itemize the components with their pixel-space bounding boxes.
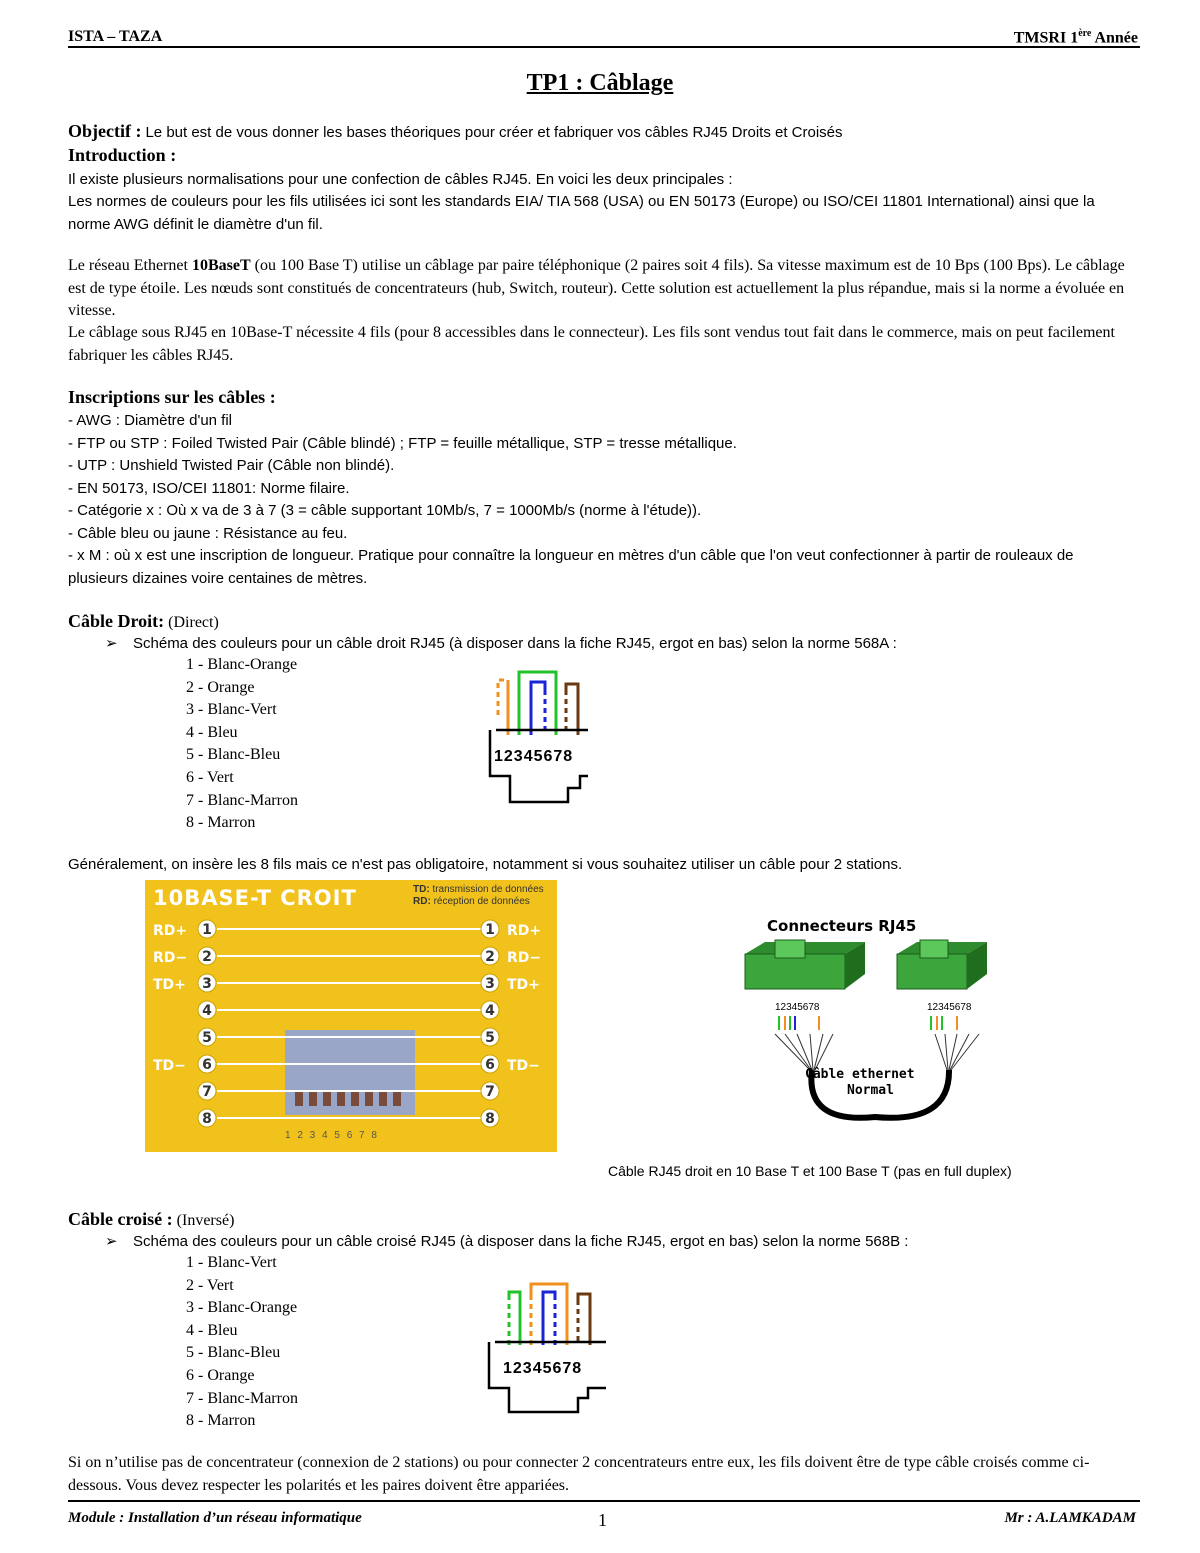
wire-brown <box>578 1294 590 1345</box>
photo-pin-number: 7 <box>485 1084 495 1100</box>
photo-pin-number: 2 <box>202 949 212 965</box>
intro-paragraph-3: Le réseau Ethernet 10BaseT (ou 100 Base T) utilise un câblage par paire téléphonique (2 paires soit 4 fils). Sa vitesse maximum est de 10 Bps (100 Bps). Le câblage est de type étoile. Les nœuds sont constitués de concentrateurs (hub, Switch, routeur). Cette solution est actuellement la plus répandue, mais si la norme a évoluée en vitesse. <box>68 257 1125 319</box>
footer-author: Mr : A.LAMKADAM <box>1004 1510 1136 1526</box>
list-item: 4 - Bleu <box>186 1321 238 1339</box>
photo-pin-number: 7 <box>202 1084 212 1100</box>
intro-paragraph-4: Le câblage sous RJ45 en 10Base-T nécessite 4 fils (pour 8 accessibles dans le connecteur). Les fils sont vendus tout fait dans le commerce, mais on peut facilement fabriquer les câbles RJ45. <box>68 324 1115 364</box>
connectors-figure <box>735 912 995 1127</box>
droit-note: Généralement, on insère les 8 fils mais ce n'est pas obligatoire, notamment si vous souhaitez utiliser un câble pour 2 stations. <box>68 856 903 873</box>
droit-heading: Câble Droit: (Direct) <box>68 611 219 631</box>
photo-left-label: RD− <box>153 950 188 966</box>
arrow-bullet-icon: ➢ <box>105 635 118 652</box>
introduction-heading: Introduction : <box>68 145 177 165</box>
list-item: - UTP : Unshield Twisted Pair (Câble non blindé). <box>68 457 395 474</box>
photo-connector-pin <box>295 1090 303 1106</box>
list-item: 5 - Blanc-Bleu <box>186 746 281 764</box>
arrow-bullet-icon: ➢ <box>105 1233 118 1250</box>
photo-pin-number: 5 <box>485 1030 495 1046</box>
objectif <box>68 121 1148 142</box>
photo-pin-number: 5 <box>202 1030 212 1046</box>
list-item: - AWG : Diamètre d'un fil <box>68 412 233 429</box>
photo-right-label: TD+ <box>507 977 540 993</box>
page-number: 1 <box>598 1510 607 1530</box>
header-class: TMSRI 1ère Année <box>1013 28 1138 47</box>
list-item: 1 - Blanc-Orange <box>186 656 298 673</box>
pin-numbers: 12345678 <box>503 1360 583 1377</box>
list-item: - EN 50173, ISO/CEI 11801: Norme filaire. <box>68 479 350 497</box>
cable-label-2: Normal <box>847 1083 894 1098</box>
connectors-title: Connecteurs RJ45 <box>767 917 917 935</box>
photo-left-label: RD+ <box>153 923 188 939</box>
wire-blue <box>531 682 545 735</box>
photo-pin-number: 6 <box>485 1057 495 1073</box>
photo-pin-number: 4 <box>485 1003 495 1019</box>
photo-pin-number: 2 <box>485 949 495 965</box>
list-item: - Catégorie x : Où x va de 3 à 7 (3 = câble supportant 10Mb/s, 7 = 1000Mb/s (norme à l'étude)). <box>68 502 702 519</box>
figure-caption: Câble RJ45 droit en 10 Base T et 100 Base T (pas en full duplex) <box>608 1163 1012 1179</box>
pin-numbers: 12345678 <box>494 748 574 765</box>
photo-pin-number: 8 <box>202 1111 212 1127</box>
photo-bottom-pins: 1 2 3 4 5 6 7 8 <box>285 1130 379 1141</box>
list-item: 4 - Bleu <box>186 723 238 741</box>
footer-module: Module : Installation d’un réseau informatique <box>68 1510 362 1526</box>
rj45-connector-right <box>897 940 987 989</box>
droit-schema: ➢ Schéma des couleurs pour un câble droit RJ45 (à disposer dans la fiche RJ45, ergot en bas) selon la norme 568A : <box>105 635 897 652</box>
photo-connector-pin <box>323 1090 331 1106</box>
list-item: 7 - Blanc-Marron <box>186 1389 298 1407</box>
rj45-568b-diagram <box>480 1276 620 1421</box>
page-title: TP1 : Câblage <box>526 70 674 96</box>
list-item: 6 - Orange <box>186 1366 255 1384</box>
header-school: ISTA – TAZA <box>68 28 163 45</box>
page-header <box>68 28 1140 48</box>
photo-left-label: TD+ <box>153 977 186 993</box>
photo-connector-pin <box>379 1090 387 1106</box>
list-item: 5 - Blanc-Bleu <box>186 1344 281 1362</box>
photo-right-label: RD+ <box>507 923 542 939</box>
rj45-connector-left <box>745 940 865 989</box>
photo-connector-pin <box>337 1090 345 1106</box>
wire-blue <box>543 1292 555 1345</box>
objectif-label: Objectif : <box>68 121 142 141</box>
photo-left-label: TD− <box>153 1058 186 1074</box>
photo-legend: TD: transmission de données RD: réception de données <box>413 884 544 907</box>
cable-label-1: Câble ethernet <box>805 1067 915 1082</box>
wire-green <box>509 1292 520 1345</box>
croise-heading: Câble croisé : (Inversé) <box>68 1209 235 1229</box>
rj45-plug-outline <box>489 1342 606 1412</box>
photo-pin-number: 3 <box>202 976 212 992</box>
photo-pin-number: 1 <box>485 922 495 938</box>
photo-connector-pin <box>365 1090 373 1106</box>
photo-pin-number: 4 <box>202 1003 212 1019</box>
10baset-wiring-photo <box>145 880 557 1152</box>
list-item: 2 - Vert <box>186 1276 234 1294</box>
inscriptions-list <box>68 410 1136 590</box>
list-item: 2 - Orange <box>186 678 255 696</box>
photo-pin-number: 1 <box>202 922 212 938</box>
list-item: 1 - Blanc-Vert <box>186 1254 277 1271</box>
rj45-plug-outline <box>490 730 588 802</box>
page-footer <box>68 1500 1140 1542</box>
droit-color-list <box>186 656 298 837</box>
photo-title: 10BASE-T CROIT <box>153 886 357 910</box>
list-item: 7 - Blanc-Marron <box>186 791 298 809</box>
list-item: 3 - Blanc-Orange <box>186 1299 298 1317</box>
connectors-drawing <box>735 912 995 1127</box>
list-item: - x M : où x est une inscription de longueur. Pratique pour connaître la longueur en mètres d'un câble que l'on veut confectionner à partir de rouleaux de plusieurs dizaines voire centaines de mètres. <box>68 547 1074 587</box>
list-item: 3 - Blanc-Vert <box>186 701 277 719</box>
photo-wires <box>145 880 557 1152</box>
rj45-568a-diagram <box>470 668 610 810</box>
list-item: 8 - Marron <box>186 814 256 832</box>
photo-right-label: TD− <box>507 1058 540 1074</box>
photo-right-label: RD− <box>507 950 542 966</box>
inscriptions-heading: Inscriptions sur les câbles : <box>68 387 276 407</box>
left-pins: 12345678 <box>775 1002 820 1013</box>
photo-pin-number: 8 <box>485 1111 495 1127</box>
photo-pin-number: 6 <box>202 1057 212 1073</box>
list-item: 8 - Marron <box>186 1412 256 1430</box>
photo-connector-pin <box>393 1090 401 1106</box>
list-item: 6 - Vert <box>186 768 234 786</box>
list-item: - Câble bleu ou jaune : Résistance au feu. <box>68 524 348 542</box>
intro-paragraph-2: Les normes de couleurs pour les fils utilisées ici sont les standards EIA/ TIA 568 (USA) ou EN 50173 (Europe) ou ISO/CEI 11801 International) ainsi que la norme AWG définit le diamètre d'un fil. <box>68 193 1095 233</box>
right-pins: 12345678 <box>927 1002 972 1013</box>
croise-note: Si on n’utilise pas de concentrateur (connexion de 2 stations) ou pour connecter 2 concentrateurs entre eux, les fils doivent être de type câble croisés comme ci-dessous. Vous devez respecter les polarités et les paires doivent être appariées. <box>68 1454 1090 1494</box>
objectif-text: Le but est de vous donner les bases théoriques pour créer et fabriquer vos câbles RJ45 Droits et Croisés <box>145 124 843 141</box>
photo-pin-number: 3 <box>485 976 495 992</box>
croise-color-list <box>186 1254 298 1435</box>
photo-connector-pin <box>309 1090 317 1106</box>
list-item: - FTP ou STP : Foiled Twisted Pair (Câble blindé) ; FTP = feuille métallique, STP = tresse métallique. <box>68 434 737 452</box>
wire-brown <box>566 684 578 735</box>
croise-schema: ➢ Schéma des couleurs pour un câble croisé RJ45 (à disposer dans la fiche RJ45, ergot en bas) selon la norme 568B : <box>105 1233 909 1250</box>
photo-connector-pin <box>351 1090 359 1106</box>
intro-paragraph-1: Il existe plusieurs normalisations pour une confection de câbles RJ45. En voici les deux principales : <box>68 171 733 188</box>
